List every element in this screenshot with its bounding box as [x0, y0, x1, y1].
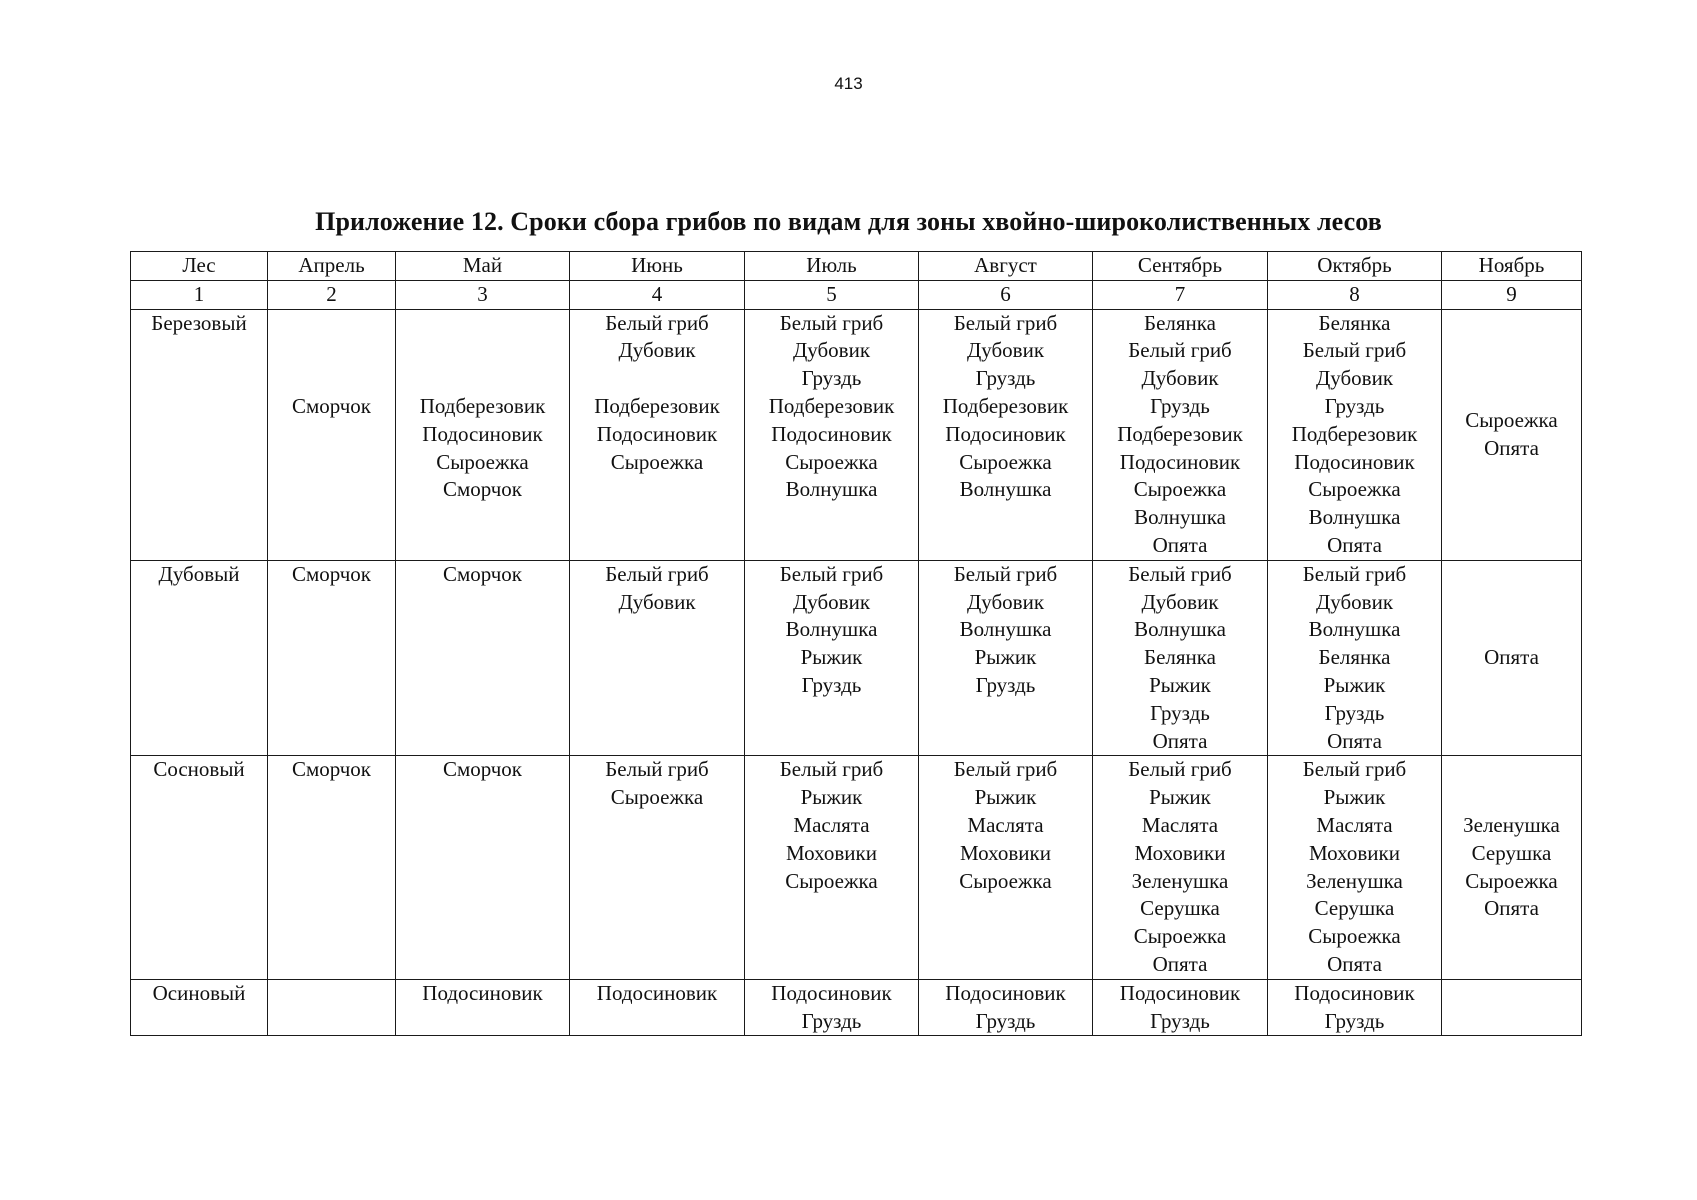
mushroom-item: Белый гриб: [605, 310, 709, 335]
mushroom-item: Зеленушка: [1306, 868, 1403, 893]
mushroom-item: Белый гриб: [953, 310, 1058, 335]
mushroom-item: Волнушка: [1308, 617, 1401, 642]
mushroom-item: Груздь: [801, 366, 862, 391]
mushroom-item: Подосиновик: [422, 980, 543, 1005]
table-row: [131, 560, 1582, 756]
mushroom-item: Дубовик: [1315, 366, 1394, 391]
mushroom-item: Сморчок: [291, 561, 372, 586]
mushroom-item: Груздь: [1324, 1008, 1385, 1033]
table-row: [131, 979, 1582, 1036]
may-cell: [396, 979, 570, 1036]
august-cell: [919, 309, 1093, 560]
mushroom-item: Опята: [1484, 435, 1539, 460]
may-cell: [396, 756, 570, 979]
mushroom-item: Белый гриб: [953, 561, 1058, 586]
mushroom-item: Подберезовик: [1117, 421, 1243, 446]
november-cell: [1442, 560, 1582, 756]
mushroom-item: Зеленушка: [1131, 868, 1229, 893]
header-forest: Лес: [131, 252, 268, 281]
mushroom-item: Серушка: [1140, 896, 1220, 921]
page-title: Приложение 12. Сроки сбора грибов по видам для зоны хвойно-широколиственных лесов: [315, 207, 1382, 236]
mushroom-item: Сыроежка: [959, 449, 1052, 474]
mushroom-item: Волнушка: [1134, 617, 1226, 642]
july-cell: [745, 979, 919, 1036]
mushroom-item: Подосиновик: [945, 421, 1066, 446]
header-may: Май: [396, 252, 570, 281]
mushroom-item: Белый гриб: [1128, 561, 1232, 586]
mushroom-item: Подосиновик: [1294, 449, 1415, 474]
mushroom-item: Дубовик: [1141, 589, 1219, 614]
mushroom-item: Опята: [1327, 951, 1382, 976]
mushroom-item: Сыроежка: [785, 868, 878, 893]
mushroom-item: Груздь: [975, 672, 1036, 697]
column-number-row: [131, 280, 1582, 309]
mushroom-item: Маслята: [1316, 812, 1393, 837]
november-cell: [1442, 756, 1582, 979]
october-cell: [1268, 560, 1442, 756]
mushroom-item: Белый гриб: [1128, 338, 1232, 363]
mushroom-item: Груздь: [1150, 700, 1210, 725]
mushroom-item: Сморчок: [442, 477, 523, 502]
august-cell: [919, 756, 1093, 979]
mushroom-item: Белый гриб: [779, 310, 884, 335]
forest-name: Дубовый: [158, 561, 240, 586]
mushroom-item: Белянка: [1144, 310, 1216, 335]
mushroom-item: Дубовик: [1315, 589, 1394, 614]
mushroom-item: Подосиновик: [945, 980, 1066, 1005]
mushroom-item: Подберезовик: [768, 393, 895, 418]
forest-cell: [131, 560, 268, 756]
mushroom-item: Подосиновик: [422, 421, 543, 446]
october-cell: [1268, 979, 1442, 1036]
mushroom-item: Сыроежка: [1133, 924, 1227, 949]
mushroom-item: Груздь: [975, 1008, 1036, 1033]
mushroom-item: Дубовик: [618, 589, 696, 614]
mushroom-item: Сыроежка: [610, 785, 704, 810]
mushroom-item: Серушка: [1314, 896, 1395, 921]
header-june: Июнь: [570, 252, 745, 281]
mushroom-item: Моховики: [786, 840, 877, 865]
forest-cell: [131, 979, 268, 1036]
mushroom-item: Подосиновик: [771, 421, 892, 446]
forest-cell: [131, 756, 268, 979]
mushroom-item: Подберезовик: [594, 393, 720, 418]
column-number: 6: [919, 280, 1093, 309]
forest-name: Сосновый: [153, 757, 245, 782]
mushroom-item: Дубовик: [792, 338, 871, 363]
september-cell: [1093, 979, 1268, 1036]
mushroom-item: Опята: [1152, 532, 1208, 557]
header-september: Сентябрь: [1093, 252, 1268, 281]
mushroom-item: Сыроежка: [1465, 407, 1558, 432]
column-number: 3: [396, 280, 570, 309]
mushroom-item: Моховики: [960, 840, 1051, 865]
november-cell: [1442, 309, 1582, 560]
mushroom-item: Белый гриб: [605, 561, 709, 586]
mushroom-item: Волнушка: [959, 477, 1052, 502]
mushroom-item: Подосиновик: [1294, 980, 1415, 1005]
mushroom-item: Волнушка: [785, 477, 878, 502]
mushroom-item: Сыроежка: [610, 449, 704, 474]
mushroom-schedule-table: [130, 251, 1582, 1036]
column-number: 7: [1093, 280, 1268, 309]
mushroom-item: Рыжик: [800, 785, 863, 810]
mushroom-item: Маслята: [1141, 812, 1219, 837]
mushroom-item: Белый гриб: [779, 561, 884, 586]
mushroom-item: Груздь: [801, 1008, 862, 1033]
mushroom-item: Белый гриб: [1128, 757, 1232, 782]
header-october: Октябрь: [1268, 252, 1442, 281]
column-number: 5: [745, 280, 919, 309]
mushroom-item: Белый гриб: [953, 757, 1058, 782]
mushroom-item: Опята: [1327, 728, 1382, 753]
mushroom-item: Подберезовик: [942, 393, 1069, 418]
header-row: [131, 252, 1582, 281]
september-cell: [1093, 309, 1268, 560]
mushroom-item: Подберезовик: [1291, 421, 1418, 446]
mushroom-item: Моховики: [1309, 840, 1400, 865]
april-cell: [268, 309, 396, 560]
mushroom-item: Подосиновик: [1119, 980, 1241, 1005]
mushroom-item: Волнушка: [1308, 505, 1401, 530]
november-cell: [1442, 979, 1582, 1036]
september-cell: [1093, 560, 1268, 756]
july-cell: [745, 560, 919, 756]
header-november: Ноябрь: [1442, 252, 1582, 281]
mushroom-item: Дубовик: [618, 338, 696, 363]
mushroom-item: Опята: [1484, 645, 1539, 670]
mushroom-item: Белый гриб: [1302, 338, 1407, 363]
mushroom-item: Рыжик: [800, 645, 863, 670]
october-cell: [1268, 309, 1442, 560]
mushroom-item: Сморчок: [291, 393, 372, 418]
column-number: 1: [131, 280, 268, 309]
mushroom-item: Рыжик: [1323, 672, 1386, 697]
mushroom-item: Подосиновик: [596, 421, 718, 446]
april-cell: [268, 979, 396, 1036]
column-number: 2: [268, 280, 396, 309]
mushroom-item: Груздь: [1324, 393, 1385, 418]
mushroom-item: Рыжик: [1323, 785, 1386, 810]
mushroom-item: Груздь: [801, 672, 862, 697]
mushroom-item: Сморчок: [442, 757, 523, 782]
column-number: 9: [1442, 280, 1582, 309]
july-cell: [745, 309, 919, 560]
page-number: 413: [834, 74, 863, 93]
april-cell: [268, 756, 396, 979]
mushroom-item: Рыжик: [1149, 785, 1211, 810]
mushroom-item: Подосиновик: [596, 980, 718, 1005]
july-cell: [745, 756, 919, 979]
mushroom-item: Опята: [1152, 951, 1208, 976]
mushroom-item: Белый гриб: [779, 757, 884, 782]
august-cell: [919, 560, 1093, 756]
mushroom-item: Подберезовик: [419, 393, 546, 418]
mushroom-item: Белый гриб: [1302, 757, 1407, 782]
mushroom-item: Белянка: [1318, 310, 1391, 335]
header-july: Июль: [745, 252, 919, 281]
september-cell: [1093, 756, 1268, 979]
mushroom-item: Сыроежка: [436, 449, 529, 474]
june-cell: [570, 979, 745, 1036]
mushroom-item: Белянка: [1144, 645, 1216, 670]
mushroom-item: Маслята: [967, 812, 1044, 837]
mushroom-item: Сыроежка: [1308, 924, 1401, 949]
mushroom-item: Груздь: [1150, 393, 1210, 418]
mushroom-item: Маслята: [793, 812, 870, 837]
header-august: Август: [919, 252, 1093, 281]
mushroom-item: Дубовик: [1141, 366, 1219, 391]
mushroom-item: Волнушка: [1134, 505, 1226, 530]
mushroom-item: Груздь: [1150, 1008, 1210, 1033]
mushroom-item: Волнушка: [785, 617, 878, 642]
table-row: [131, 309, 1582, 560]
mushroom-item: Белянка: [1318, 645, 1391, 670]
column-number: 8: [1268, 280, 1442, 309]
mushroom-item: Волнушка: [959, 617, 1052, 642]
mushroom-item: Сыроежка: [1308, 477, 1401, 502]
may-cell: [396, 309, 570, 560]
mushroom-item: Опята: [1327, 532, 1382, 557]
mushroom-item: Сыроежка: [1465, 868, 1558, 893]
mushroom-item: Сыроежка: [959, 868, 1052, 893]
mushroom-item: Белый гриб: [605, 757, 709, 782]
forest-name: Березовый: [151, 310, 247, 335]
mushroom-item: Сыроежка: [1133, 477, 1227, 502]
april-cell: [268, 560, 396, 756]
mushroom-item: Подосиновик: [771, 980, 892, 1005]
mushroom-item: Сморчок: [291, 757, 372, 782]
forest-cell: [131, 309, 268, 560]
mushroom-item: Дубовик: [966, 338, 1045, 363]
mushroom-item: Зеленушка: [1463, 812, 1560, 837]
mushroom-item: Моховики: [1134, 840, 1226, 865]
october-cell: [1268, 756, 1442, 979]
june-cell: [570, 309, 745, 560]
mushroom-item: Рыжик: [974, 645, 1037, 670]
mushroom-item: Сыроежка: [785, 449, 878, 474]
mushroom-item: Подосиновик: [1119, 449, 1241, 474]
mushroom-item: Дубовик: [792, 589, 871, 614]
june-cell: [570, 560, 745, 756]
column-number: 4: [570, 280, 745, 309]
mushroom-item: Дубовик: [966, 589, 1045, 614]
forest-name: Осиновый: [152, 980, 246, 1005]
mushroom-item: Сморчок: [442, 561, 523, 586]
mushroom-item: Опята: [1152, 728, 1208, 753]
mushroom-item: Опята: [1484, 896, 1539, 921]
august-cell: [919, 979, 1093, 1036]
header-april: Апрель: [268, 252, 396, 281]
mushroom-item: Рыжик: [1149, 672, 1211, 697]
mushroom-item: Серушка: [1471, 840, 1552, 865]
mushroom-item: Груздь: [975, 366, 1036, 391]
june-cell: [570, 756, 745, 979]
table-row: [131, 756, 1582, 979]
mushroom-item: Груздь: [1324, 700, 1385, 725]
may-cell: [396, 560, 570, 756]
mushroom-item: Рыжик: [974, 785, 1037, 810]
mushroom-item: Белый гриб: [1302, 561, 1407, 586]
